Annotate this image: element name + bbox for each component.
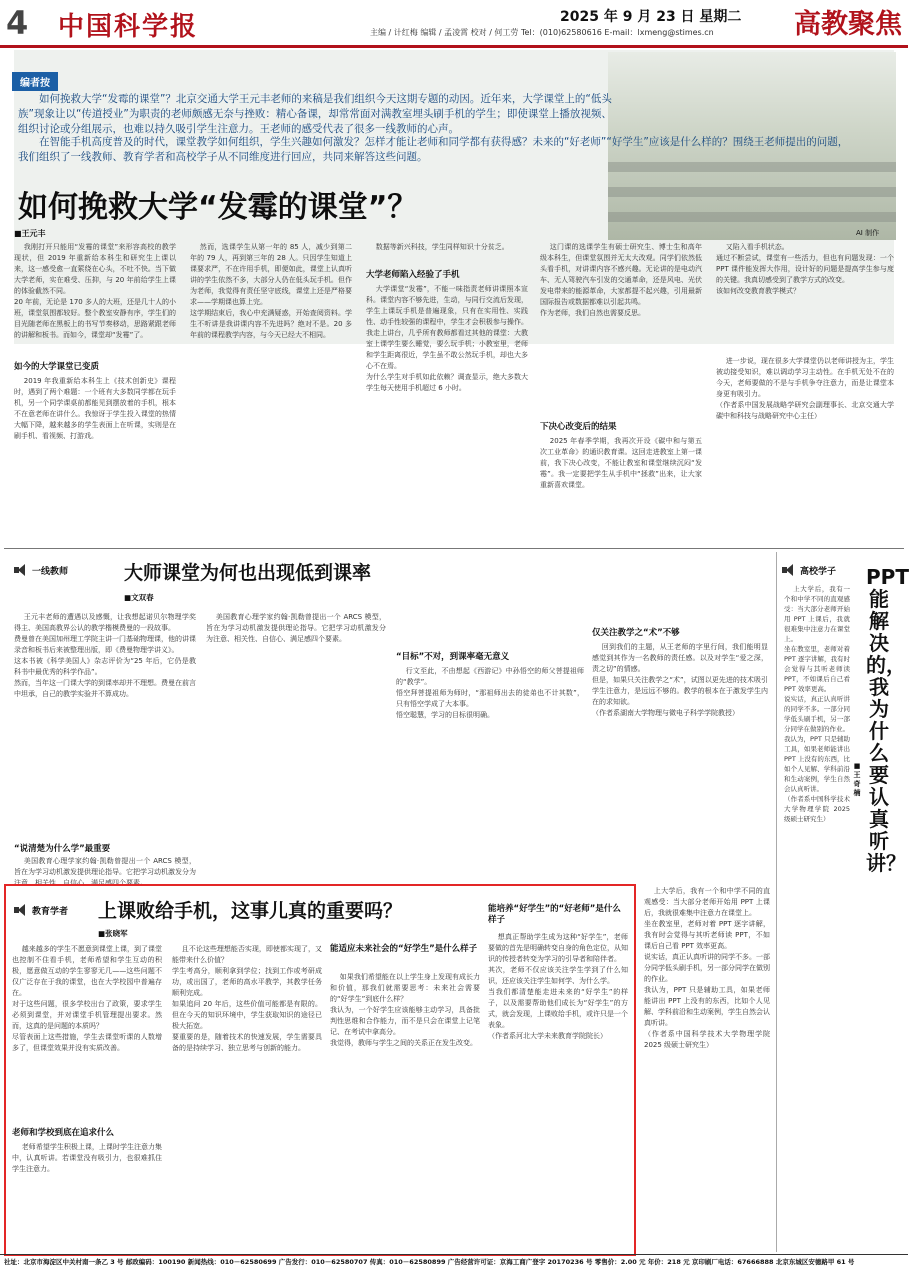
teacher-article-title: 大师课堂为何也出现低到课率 [124,562,372,584]
lead-column-1: 我刚打开只能用“发霉的课堂”来形容高校的教学现状，但 2019 年重新给本科生和研究生上课以来，这一感受愈一直萦绕在心头，不吐不快。当下做大学老师，实在难受、压抑，与 20 年前给学生上课的体验截然不同。 20 年前，无论是 170 多人的大班，还是几十人的小班，课堂氛围都较好。整个教室安静有序，学生们的目光随老师在黑板上的书写节奏移动，思路紧跟老师的讲解和板书。而如今，课堂却“发霉”了。 [14,243,176,339]
speaker-icon-bottom [14,904,28,916]
scholar-subhead-2: 能适应未来社会的“好学生”是什么样子 [330,944,478,954]
photo-credit: AI 制作 [856,229,880,237]
speaker-icon-right [782,564,796,576]
student-continuation: 上大学后，我有一个和中学不同的直观感受：当大部分老师开始用 PPT 上课后，我就很难集中注意力在课堂上。 坐在教室里，老师对着 PPT 逐字讲解，我有时会觉得与其听老师读 PPT，不如课后自己看 PPT 效率更高。 说实话，真正认真听讲的同学不多。一部分同学低头刷手机，另一部分同学在做别的作业。 我认为，PPT 只是辅助工具，如果老师能讲出 PPT 上没有的东西，比如个人见解、学科前沿和生动案例，学生自然会认真听讲。 （作者系中国科学技术大学物理学院 2025 级硕士研究生） [644,887,770,1049]
speaker-icon [14,564,28,576]
footer-info: 社址：北京市海淀区中关村南一条乙 3 号 邮政编码：100190 新闻热线：010－62580699 广告发行：010－62580707 传真：010－62580899 广告经营许可证：京海工商广登字 20170236 号 零售价：2.00 元 年价：218 元 京印刷厂电话：67666888 北京东城区安德路甲 61 号 [4,1258,855,1266]
newspaper-logo: 中国科学报 [58,12,199,42]
teacher-subhead-1: “说清楚为什么学”最重要 [14,844,111,854]
lead-author: ■王元丰 [14,229,46,238]
scholar-column-1b: 老师希望学生积极上课，上课时学生注意力集中，认真听讲。若课堂没有吸引力，也很难抓住学生注意力。 [12,1143,162,1173]
teacher-subhead-2: “目标”不对，到课率毫无意义 [396,652,510,662]
student-column-text: 上大学后，我有一个和中学不同的直观感受：当大部分老师开始用 PPT 上课后，我就很难集中注意力在课堂上。 坐在教室里，老师对着 PPT 逐字讲解，我有时会觉得与其听老师读 PPT，不如课后自己看 PPT 效率更高。 说实话，真正认真听讲的同学不多。一部分同学低头刷手机，另一部分同学在做别的作业。 我认为，PPT 只是辅助工具，如果老师能讲出 PPT 上没有的东西，比如个人见解、学科前沿和生动案例，学生自然会认真听讲。 （作者系中国科学技术大学物理学院 2025 级硕士研究生） [784,585,850,823]
section-title: 高教聚焦 [794,9,902,40]
scholar-article-author: ■张晓军 [98,929,128,938]
scholar-column-2: 且不论这些理想能否实现，即使都实现了，又能带来什么价值？ 学生考高分，顺利拿到学位；找到工作或考研成功，或出国了，老师的高水平教学，其教学任务顺利完成。 如果追问 20 年后，这些价值可能都是有限的。但在今天的知识环境中，学生获取知识的途径已极大拓宽。 要重要的是，随着技术的快速发展，学生需要具备的是持续学习、独立思考与创新的能力。 [172,945,322,1052]
teacher-article-author: ■文双春 [124,593,154,602]
lead-subhead-3: 下决心改变后的结果 [540,422,617,432]
scholar-column-4: 想真正帮助学生成为这种“好学生”，老师要做的首先是明确转变自身的角色定位，从知识的传授者转变为学习的引导者和陪伴者。 其次，老师不仅应该关注学生学到了什么知识，还应该关注学生如何学、为什么学。 当我们都清楚能走进未来的“好学生”的样子，以及需要帮助他们成长为“好学生”的方式，就会发现，上课败给手机，或许只是一个表象。 （作者系河北大学未来教育学院院长） [488,933,628,1040]
teacher-column-4: 回到我们的主题，从王老师的字里行间，我们能明显感觉到其作为一名教师的责任感。以及对学生“爱之深，责之切”的情感。 但是，如果只关注教学之“术”，试图以更先进的技术吸引学生注意力，是远远不够的。教学的根本在于激发学生内在的求知欲。 （作者系湖南大学物理与微电子科学学院教授） [592,643,768,717]
lead-subhead-1: 如今的大学课堂已变质 [14,362,100,372]
lead-column-3: 数据等新兴科技，学生同样知识十分贫乏。 [375,243,509,251]
scholar-subhead-3: 能培养“好学生”的“好老师”是什么样子 [488,904,621,925]
editorial-credits: 主编 / 计红梅 编辑 / 孟凌霄 校对 / 何工劳 Tel：(010)62580616 E-mail：lxmeng@stimes.cn [370,28,714,37]
scholar-column-1: 越来越多的学生不愿意到课堂上课，到了课堂也控制不住看手机，老师希望和学生互动的积极，愿意做互动的学生寥寥无几——这些问题不仅广泛存在于我的课堂，也在大学校园中普遍存在。 对于这些问题，很多学校出台了政策，要求学生必须到课堂，并对课堂手机管理提出要求。然而，这真的是问题的本质吗？ 尽管表面上这些措施，学生去课堂听课的人数增多了，但课堂效果并没有实质改善。 [12,945,162,1052]
lead-column-5: 又陷入看手机状态。 通过不断尝试，课堂有一些活力，但也有问题发现：一个 PPT 课件能发挥大作用，设计好的问题是提高学生参与度的关键。我真切感受到了教学方式的改变。 该如何改变教育教学模式？ [716,243,894,295]
lead-headline: 如何挽救大学“发霉的课堂”？ [18,190,418,225]
editor-note-badge: 编者按 [12,72,58,91]
section-divider [4,548,904,549]
teacher-subhead-3: 仅关注教学之“术”不够 [592,628,680,638]
student-column-label: 高校学子 [800,567,837,577]
footer-rule [0,1254,908,1255]
editor-note-paragraph-2: 在智能手机高度普及的时代，课堂教学如何组织，学生兴趣如何激发？怎样才能让老师和同学都有获得感？未来的“好老师”“好学生”应该是什么样的？围绕王老师提出的问题，我们组织了一线教师、教育学者和高校学子从不同维度进行回应，共同来解答这些问题。 [18,136,849,163]
lead-column-4: 这门课的选课学生有硕士研究生、博士生和高年级本科生，但课堂氛围并无太大改观。同学们依然低头看手机，对讲课内容不感兴趣。无论讲的是电动汽车、无人驾驶汽车引发的交通革命，还是风电、光伏发电带来的能源革命，大家都提不起兴趣，引用最新国际报告或数据都难以引起共鸣。 作为老师，我们自然也需要反思。 [540,243,702,317]
lead-column-4b: 2025 年春季学期，我再次开设《碳中和与第五次工业革命》的通识教育课。这回走进教室上第一课前，我下决心改变，不能让教室和课堂继续沉闷“发霉”。我一定要把学生从手机中“拯救”出来，让大家重新喜欢课堂。 [540,437,702,489]
teacher-column-2: 美国教育心理学家约翰·凯勒曾提出一个 ARCS 模型，旨在为学习动机激发提供理论指导。它把学习动机激发分为注意、相关性、自信心、满足感四个要素。 [206,613,386,643]
lead-column-2: 然而，选课学生从第一年的 85 人，减少到第二年的 79 人，再到第三年的 28 人。只因学生知道上课要求严，不在许用手机，即便如此，课堂上认真听讲的学生依然不多，大部分人仍在低头玩手机。但作为老师，我觉得有责任坚守底线，课堂上还是严格要求——学期课也算上完。 这学期结束后，我心中充满疑惑，开始查阅资料。学生不听讲是我讲课内容不先进吗？绝对不是。20 多年前的课程教学内容，与今天已经大不相同。 [190,243,352,339]
issue-date: 2025 年 9 月 23 日 星期二 [560,9,742,25]
student-article-author: ■王奇楠 [853,762,861,797]
right-column-divider [776,552,777,1252]
scholar-article-title: 上课败给手机，这事儿真的重要吗？ [98,900,403,922]
teacher-column-1b: 美国教育心理学家约翰·凯勒曾提出一个 ARCS 模型，旨在为学习动机激发提供理论指导。它把学习动机激发分为注意、相关性、自信心、满足感四个要素。 [14,857,196,887]
teacher-column-3: 行文至此，不由想起《西游记》中孙悟空的师父菩提祖师的“教学”。 悟空拜菩提祖师为师时，“那祖师出去的徒弟也不计其数”，只有悟空学成了大本事。 悟空聪慧，学习的目标很明确。 [396,667,584,719]
lead-column-5b: 进一步说，现在很多大学课堂仍以老师讲授为主，学生被动接受知识，难以调动学习主动性。在手机无处不在的今天，老师要做的不是与手机争夺注意力，而是让课堂本身更有吸引力。 （作者系中国发展战略学研究会副理事长、北京交通大学碳中和科技与战略研究中心主任） [716,357,894,420]
teacher-column-label: 一线教师 [32,567,69,577]
teacher-column-1: 王元丰老师的遭遇以及感慨，让我想起诺贝尔物理学奖得主、美国高教界公认的教学楷模费曼的一段故事。 费曼曾在美国加州理工学院主讲一门基础物理课，他的讲课录音和板书后来被整理出版，即《费曼物理学讲义》。 这本书被《科学美国人》杂志评价为“25 年后，它仍是教科书中最优秀的科学作品”。 然而，当年这一门课大学的到课率却并不理想。费曼在前言中坦承，自己的教学实验并不算成功。 [14,613,196,698]
scholar-column-label: 教育学者 [32,907,69,917]
editor-note-paragraph-1: 如何挽救大学“发霉的课堂”？北京交通大学王元丰老师的来稿是我们组织今天这期专题的动因。近年来，大学课堂上的“低头族”现象让以“传道授业”为职责的老师颇感无奈与挫败：精心备课，却常常面对满教室埋头刷手机的学生；即使课堂上播放视频、组织讨论或分组展示，也难以持久吸引学生注意力。王老师的感受代表了很多一线教师的心声。 [18,93,612,135]
scholar-column-3: 如果我们希望能在以上学生身上发现有成长力和价值，那我们就需要思考：未来社会需要的“好学生”到底什么样？ 我认为，一个好学生应该能够主动学习，具备批判性思维和合作能力，而不是只会在课堂上记笔记、在考试中拿高分。 我觉得，教师与学生之间的关系正在发生改变。 [330,973,480,1047]
page-number: 4 [6,4,29,42]
scholar-subhead-1: 老师和学校到底在追求什么 [12,1128,115,1138]
lead-column-1b: 2019 年我重新给本科生上《技术创新史》课程时，遇到了两个难题：一个班有大多数同学都在玩手机，另一个同学课桌前都能见到摆放着的手机，根本不在意老师在讲什么。我惊讶于学生投入课堂的热情大幅下降，越来越多的学生表面上在听课，实则是在刷手机、看视频、打游戏。 [14,377,176,440]
masthead-rule [0,45,908,48]
lead-subhead-2: 大学老师陷入经验了手机 [366,270,460,280]
masthead [0,0,908,44]
student-article-title: PPT能解决的，我为什么要认真听讲？ [866,565,909,875]
lead-column-3b: 大学课堂“发霉”，不能一味指责老师讲课照本宣科。课堂内容不够先进，生动，与同行交流后发现，学生上课玩手机是普遍现象，只有在实用性、实践性、动手性较强的课程中，学生才会积极参与操作。我走上讲台，几乎所有教师都看过其他的课堂：大教室上课学生要么睡觉，要么玩手机；小教室里，老师和学生距离很近，学生虽不敢公然玩手机，却也大多心不在焉。 为什么学生对手机如此依赖？调查显示，绝大多数大学生每天使用手机超过 6 小时。 [366,285,528,392]
